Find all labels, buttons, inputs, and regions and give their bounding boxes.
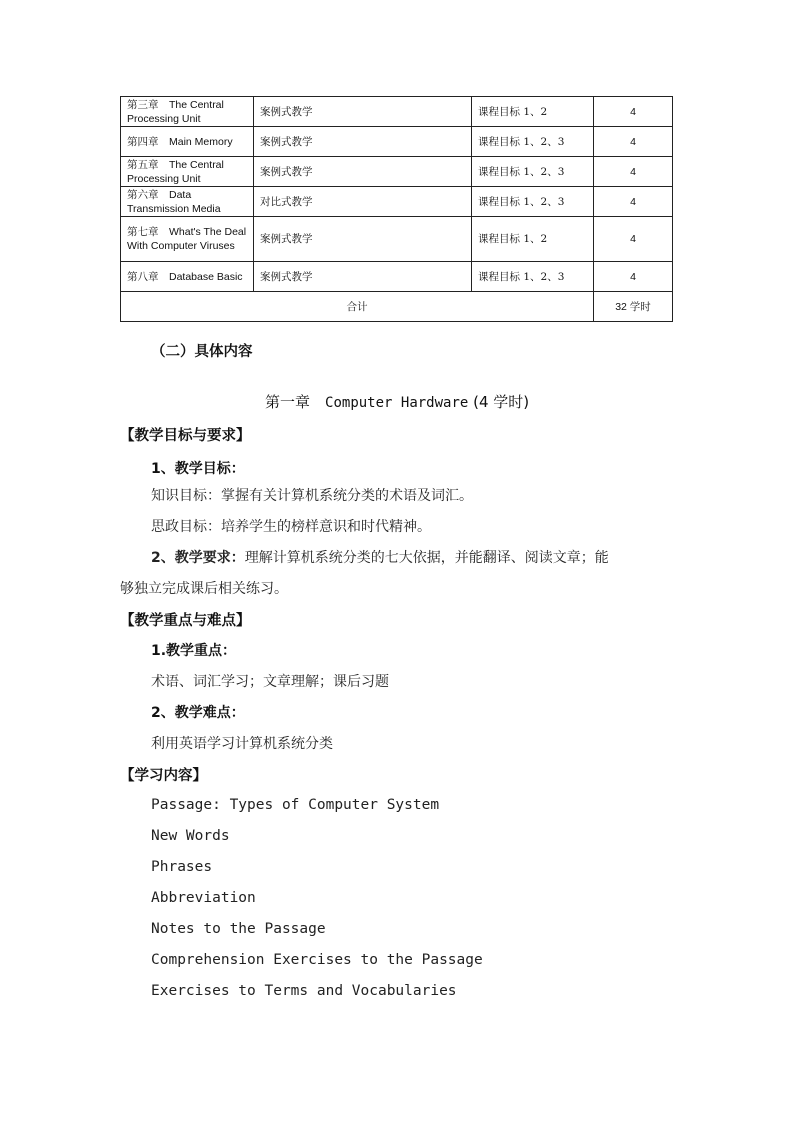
chapter-cell: 第八章 Database Basic <box>121 262 254 292</box>
chapter-cell: 第七章 What's The Deal With Computer Viruses <box>121 217 254 262</box>
hours-cell: 4 <box>594 217 673 262</box>
table-row <box>121 217 673 262</box>
chapter-cell: 第三章 The Central Processing Unit <box>121 97 254 127</box>
goals-cell: 课程目标 1、2、3 <box>472 262 594 292</box>
table-total-row <box>121 292 673 322</box>
goals-cell: 课程目标 1、2 <box>472 217 594 262</box>
key-label: 1.教学重点： <box>151 643 237 659</box>
difficult-text: 利用英语学习计算机系统分类 <box>151 736 333 752</box>
method-cell: 案例式教学 <box>254 217 472 262</box>
list-item: New Words <box>151 828 230 844</box>
hours-cell: 4 <box>594 187 673 217</box>
goals-cell: 课程目标 1、2、3 <box>472 187 594 217</box>
chapter-cell: 第四章 Main Memory <box>121 127 254 157</box>
list-item: Passage: Types of Computer System <box>151 797 440 813</box>
method-cell: 案例式教学 <box>254 157 472 187</box>
list-item: Comprehension Exercises to the Passage <box>151 952 483 968</box>
total-value-cell: 32 学时 <box>594 292 673 322</box>
table-row <box>121 157 673 187</box>
hours-cell: 4 <box>594 127 673 157</box>
course-schedule-table <box>120 96 673 322</box>
section-heading: （二）具体内容 <box>151 344 253 360</box>
table-row <box>121 187 673 217</box>
list-item: Notes to the Passage <box>151 921 326 937</box>
keypoints-heading: 【教学重点与难点】 <box>120 613 251 629</box>
goals-cell: 课程目标 1、2、3 <box>472 157 594 187</box>
chapter-prefix: 第一章 <box>265 393 311 411</box>
hours-cell: 4 <box>594 262 673 292</box>
requirement-text-line2: 够独立完成课后相关练习。 <box>120 581 288 597</box>
table-row <box>121 97 673 127</box>
method-cell: 对比式教学 <box>254 187 472 217</box>
method-cell: 案例式教学 <box>254 127 472 157</box>
chapter-cell: 第六章 Data Transmission Media <box>121 187 254 217</box>
list-item: Abbreviation <box>151 890 256 906</box>
difficult-label: 2、教学难点： <box>151 705 245 721</box>
goal1-label: 1、教学目标： <box>151 461 245 477</box>
key-text: 术语、词汇学习；文章理解；课后习题 <box>151 674 389 690</box>
requirement-paragraph <box>151 547 609 567</box>
total-label-cell: 合计 <box>121 292 594 322</box>
chapter-name: Computer Hardware <box>325 395 469 411</box>
ideology-goal: 思政目标：培养学生的榜样意识和时代精神。 <box>151 519 431 535</box>
table-row <box>121 127 673 157</box>
chapter-title <box>265 391 529 412</box>
chapter-cell: 第五章 The Central Processing Unit <box>121 157 254 187</box>
requirement-label: 2、教学要求： <box>151 550 245 566</box>
hours-cell: 4 <box>594 97 673 127</box>
goals-cell: 课程目标 1、2 <box>472 97 594 127</box>
goals-heading: 【教学目标与要求】 <box>120 428 251 444</box>
chapter-hours: (4 学时) <box>473 393 530 411</box>
content-heading: 【学习内容】 <box>120 768 207 784</box>
hours-cell: 4 <box>594 157 673 187</box>
requirement-text-line1: 理解计算机系统分类的七大依据，并能翻译、阅读文章；能 <box>244 550 609 566</box>
table-row <box>121 262 673 292</box>
method-cell: 案例式教学 <box>254 97 472 127</box>
list-item: Phrases <box>151 859 213 875</box>
goals-cell: 课程目标 1、2、3 <box>472 127 594 157</box>
method-cell: 案例式教学 <box>254 262 472 292</box>
knowledge-goal: 知识目标：掌握有关计算机系统分类的术语及词汇。 <box>151 488 473 504</box>
list-item: Exercises to Terms and Vocabularies <box>151 983 457 999</box>
